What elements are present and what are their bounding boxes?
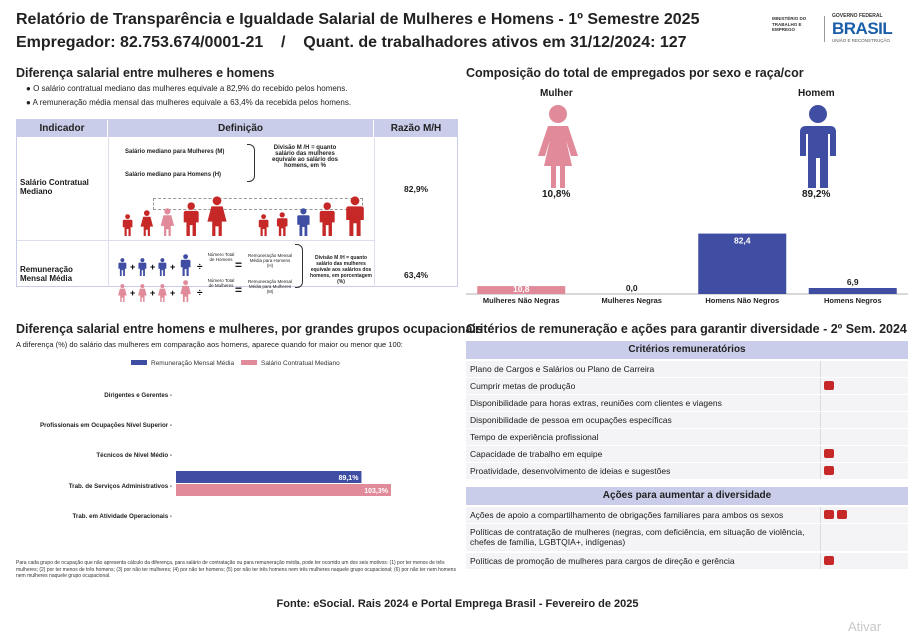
truck-icon [824, 381, 834, 390]
female-pct: 10,8% [542, 189, 571, 200]
criteria-icon-cell-6 [820, 463, 908, 479]
truck-icon [837, 510, 847, 519]
criteria-label-2: Disponibilidade para horas extras, reuniões com clientes e viagens [470, 398, 722, 408]
row1-brace [247, 144, 255, 182]
row1-def-men: Salário mediano para Homens (H) [125, 172, 222, 178]
truck-icon [824, 449, 834, 458]
row2-ratio: 63,4% [404, 270, 429, 280]
bullet-1-text: O salário contratual mediano das mulheres equivale a 82,9% do recebido pelos homens. [33, 84, 348, 93]
composition-bar-chart [466, 222, 908, 306]
row1-name: Salário Contratual Mediano [20, 178, 89, 196]
criteria-row-4 [466, 428, 908, 445]
occupations-intro: A diferença (%) do salário das mulheres em comparação aos homens, aparece quando for maior ou menor que 100: [16, 340, 403, 349]
activation-watermark: Ativar [848, 619, 882, 634]
criteria-title: Critérios de remuneração e ações para garantir diversidade - 2º Sem. 2024 [466, 322, 907, 336]
row2-num-women: Número Total de Mulheres [207, 278, 235, 288]
male-label: Homem [798, 88, 835, 99]
plus-icon: + [150, 288, 156, 298]
comp-category-label-3: Homens Negros [823, 296, 882, 305]
comp-value-label-0: 10,8 [512, 284, 530, 294]
col-indicator: Indicador [17, 120, 107, 137]
row1-person-icon-7 [297, 208, 309, 236]
source-footer: Fonte: eSocial. Rais 2024 e Portal Emprega Brasil - Fevereiro de 2025 [276, 598, 639, 610]
row1-person-icon-6 [277, 212, 288, 236]
ministry-label: MINISTÉRIO DO TRABALHO E EMPREGO [772, 16, 807, 32]
occ-category-label-2: Técnicos de Nível Médio - [96, 452, 172, 459]
row1-person-icon-9 [346, 196, 364, 236]
diversity-label-1: Políticas de contratação de mulheres (negras, com deficiência, em situação de violência, chefes de família, LGBTQIA+, indígenas) [470, 527, 805, 547]
row1-person-icon-2 [161, 208, 174, 236]
diversity-row-1 [466, 523, 908, 551]
criteria-icon-cell-3 [820, 412, 908, 428]
criteria-row-3 [466, 411, 908, 428]
occupations-bar-chart [16, 354, 456, 534]
diversity-icon-cell-1 [820, 524, 908, 551]
criteria-label-1: Cumprir metas de produção [470, 381, 576, 391]
composition-title: Composição do total de empregados por sexo e raça/cor [466, 66, 804, 80]
comp-value-label-2: 82,4 [733, 235, 751, 246]
row2-div: Divisão M /H = quanto salário das mulheres equivale aos salários dos homens, em porcentagem (%) [310, 255, 372, 285]
row1-sep [108, 138, 109, 240]
row2-avg-men: Remuneração Mensal Média para Homens (H) [247, 253, 293, 268]
plus-icon: + [170, 262, 176, 272]
legend-label-0: Remuneração Mensal Média [151, 360, 235, 367]
criteria-row-2 [466, 394, 908, 411]
diversity-header: Ações para aumentar a diversidade [466, 487, 908, 505]
occ-value-label-1-3: 103,3% [364, 488, 388, 495]
comp-bar-3 [809, 288, 897, 294]
row2-sep [108, 241, 109, 287]
criteria-icon-cell-4 [820, 429, 908, 445]
row2-brace [295, 244, 303, 288]
criteria-row-0 [466, 360, 908, 377]
comp-category-label-1: Mulheres Negras [601, 296, 662, 305]
gov-logo [772, 13, 902, 46]
occ-category-label-3: Trab. de Serviços Administrativos - [68, 483, 172, 490]
diversity-label-2: Políticas de promoção de mulheres para cargos de direção e gerência [470, 556, 735, 566]
row2-figs-men-person-icon-big [181, 254, 191, 276]
occ-category-label-1: Profissionais em Ocupações Nível Superior - [39, 422, 172, 429]
salary-bullet-1: ● O salário contratual mediano das mulheres equivale a 82,9% do recebido pelos homens. [26, 84, 348, 93]
row2-eq-1: = [235, 258, 243, 272]
row2-avg-women: Remuneração Mensal Média para Mulheres (M) [247, 279, 293, 294]
occ-value-label-0-3: 89,1% [338, 475, 359, 482]
row1-person-icon-4 [207, 196, 226, 236]
gov-top-label: GOVERNO FEDERAL [832, 13, 883, 19]
criteria-icon-cell-2 [820, 395, 908, 411]
comp-category-label-0: Mulheres Não Negras [482, 296, 560, 305]
row1-person-icon-0 [123, 214, 133, 236]
criteria-icon-cell-5 [820, 446, 908, 462]
occ-bar-1-3 [176, 484, 391, 496]
row2-top-border [17, 240, 374, 241]
male-icon [794, 104, 842, 188]
logo-divider [824, 16, 825, 42]
page-title: Relatório de Transparência e Igualdade Salarial de Mulheres e Homens - 1º Semestre 2025 [16, 11, 700, 28]
occupations-title: Diferença salarial entre homens e mulheres, por grandes grupos ocupacionais [16, 322, 483, 336]
occ-bar-0-3 [176, 471, 361, 483]
truck-icon [824, 466, 834, 475]
criteria-row-1 [466, 377, 908, 394]
diversity-row-2 [466, 552, 908, 569]
row1-person-icon-3 [184, 202, 199, 236]
comp-value-label-1: 0,0 [625, 283, 638, 293]
plus-icon: + [130, 288, 136, 298]
truck-icon [824, 510, 834, 519]
row2-figs-men-person-icon-2 [158, 258, 166, 276]
row2-figs-men-person-icon-0 [118, 258, 126, 276]
row1-person-icon-8 [320, 202, 335, 236]
page-subtitle: Empregador: 82.753.674/0001-21 / Quant. de trabalhadores ativos em 31/12/2024: 127 [16, 34, 687, 51]
diversity-row-0 [466, 506, 908, 523]
criteria-label-6: Proatividade, desenvolvimento de ideias e sugestões [470, 466, 671, 476]
criteria-icon-cell-1 [820, 378, 908, 394]
row1-figure-group [121, 188, 371, 236]
divide-icon: ÷ [197, 288, 203, 299]
criteria-header: Critérios remuneratórios [466, 341, 908, 359]
truck-icon [824, 556, 834, 565]
row2-figs-women-person-icon-2 [158, 284, 167, 302]
occ-category-label-0: Dirigentes e Gerentes - [104, 392, 172, 399]
criteria-icon-cell-0 [820, 361, 908, 377]
row2-figs-women-person-icon-0 [118, 284, 127, 302]
criteria-label-5: Capacidade de trabalho em equipe [470, 449, 603, 459]
bullet-2-text: A remuneração média mensal das mulheres equivale a 63,4% da recebida pelos homens. [32, 98, 352, 107]
col-definition: Definição [108, 120, 373, 137]
divide-icon: ÷ [197, 262, 203, 273]
brasil-brand: BRASIL [832, 19, 893, 38]
row1-person-icon-5 [259, 214, 269, 236]
criteria-label-4: Tempo de experiência profissional [470, 432, 599, 442]
row2-men-figures [117, 254, 207, 274]
male-pct: 89,2% [802, 189, 831, 200]
plus-icon: + [170, 288, 176, 298]
criteria-label-3: Disponibilidade de pessoa em ocupações específicas [470, 415, 672, 425]
criteria-label-0: Plano de Cargos e Salários ou Plano de Carreira [470, 364, 655, 374]
row2-num-men: Número Total de Homens [207, 252, 235, 262]
legend-swatch-1 [241, 360, 257, 365]
row2-women-figures [117, 280, 207, 300]
diversity-icon-cell-2 [820, 553, 908, 569]
row1-sep2 [374, 138, 375, 287]
occupations-footnote: Para cada grupo de ocupação que não apresenta cálculo da diferença, para salário de contratação ou para remuneração média, pode ter ocorrido um dos seis motivos: (1) por ter menos de três mulheres; (2) por ter menos de três homens; (3) por não ter mulheres; (4) por não ter homens; (5) por não ter três homens nem três mulheres naquele grupo ocupacional; (6) por não ter nem homens nem mulheres naquele grupo ocupacional. [16, 560, 456, 579]
row2-figs-men-group [117, 254, 207, 276]
legend-swatch-0 [131, 360, 147, 365]
salary-section-title: Diferença salarial entre mulheres e homens [16, 66, 275, 80]
plus-icon: + [130, 262, 136, 272]
salary-bullet-2: ● A remuneração média mensal das mulheres equivale a 63,4% da recebida pelos homens. [26, 98, 352, 107]
row1-person-icon-1 [141, 210, 153, 236]
row2-figs-women-person-icon-1 [138, 284, 147, 302]
criteria-row-5 [466, 445, 908, 462]
salary-table [16, 119, 458, 299]
row1-ratio: 82,9% [404, 184, 429, 194]
criteria-row-6 [466, 462, 908, 479]
diversity-label-0: Ações de apoio a compartilhamento de obrigações familiares para ambos os sexos [470, 510, 784, 520]
comp-value-label-3: 6,9 [846, 277, 859, 287]
row1-def-div: Divisão M /H = quanto salário das mulheres equivale ao salário dos homens, em % [271, 145, 339, 169]
comp-category-label-2: Homens Não Negros [705, 296, 780, 305]
plus-icon: + [150, 262, 156, 272]
legend-label-1: Salário Contratual Mediano [261, 360, 340, 367]
row2-figs-women-person-icon-big [180, 280, 191, 302]
row1-figures [121, 188, 371, 236]
female-icon [534, 104, 582, 188]
diversity-icon-cell-0 [820, 507, 908, 523]
occ-category-label-4: Trab. em Atividade Operacionais - [72, 513, 172, 520]
row2-eq-2: = [235, 283, 243, 297]
gov-tag: UNIÃO E RECONSTRUÇÃO [832, 38, 891, 43]
female-label: Mulher [540, 88, 573, 99]
row2-figs-women-group [117, 280, 207, 302]
row1-def-women: Salário mediano para Mulheres (M) [125, 149, 225, 155]
row2-name: Remuneração Mensal Média [20, 265, 73, 283]
col-ratio: Razão M/H [374, 120, 458, 137]
row2-figs-men-person-icon-1 [138, 258, 146, 276]
